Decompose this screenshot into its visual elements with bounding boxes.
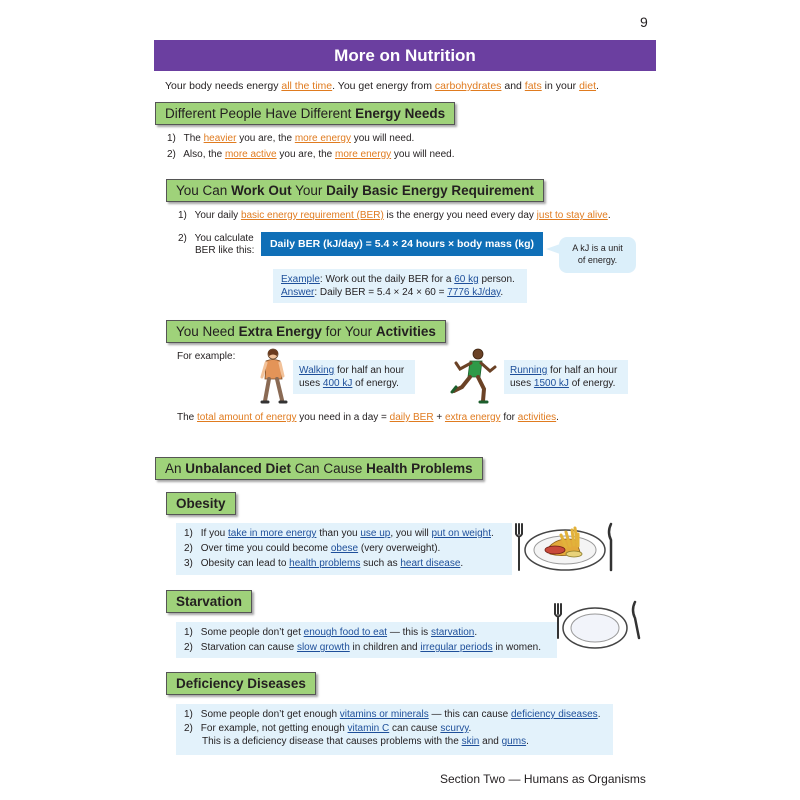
kj-note-bubble: A kJ is a unit of energy. bbox=[559, 237, 636, 273]
heading-unbalanced-diet: An Unbalanced Diet Can Cause Health Problems bbox=[155, 457, 483, 480]
total-energy-text: The total amount of energy you need in a day = daily BER + extra energy for activities. bbox=[177, 412, 559, 423]
list-item: 1) If you take in more energy than you use up, you will put on weight. bbox=[184, 528, 494, 539]
empty-plate-icon bbox=[548, 598, 648, 654]
page-number: 9 bbox=[640, 14, 648, 30]
full-plate-icon bbox=[508, 512, 623, 576]
walking-person-icon bbox=[255, 347, 291, 405]
list-item: 1) The heavier you are, the more energy you will need. bbox=[167, 133, 415, 144]
heading-obesity: Obesity bbox=[166, 492, 236, 515]
heading-daily-ber: You Can Work Out Your Daily Basic Energy Requirement bbox=[166, 179, 544, 202]
list-item: 2) Over time you could become obese (very overweight). bbox=[184, 543, 441, 554]
list-item: 1) Some people don’t get enough vitamins or minerals — this can cause deficiency diseases. bbox=[184, 709, 601, 720]
speech-bubble-tail bbox=[546, 244, 560, 254]
heading-starvation: Starvation bbox=[166, 590, 252, 613]
heading-energy-needs: Different People Have Different Energy Needs bbox=[155, 102, 455, 125]
ber-formula: Daily BER (kJ/day) = 5.4 × 24 hours × body mass (kg) bbox=[261, 232, 543, 256]
list-item: 2) You calculate BER like this: bbox=[178, 233, 255, 256]
walking-energy-box: Walking for half an hour uses 400 kJ of energy. bbox=[293, 360, 415, 394]
deficiency-panel bbox=[176, 704, 613, 755]
for-example-label: For example: bbox=[177, 351, 236, 362]
obesity-panel bbox=[176, 523, 512, 575]
running-energy-box: Running for half an hour uses 1500 kJ of energy. bbox=[504, 360, 628, 394]
list-item: 2) For example, not getting enough vitamin C can cause scurvy. bbox=[184, 723, 472, 734]
list-item: 1) Your daily basic energy requirement (BER) is the energy you need every day just to stay alive. bbox=[178, 210, 611, 221]
running-person-icon bbox=[450, 347, 500, 405]
heading-extra-energy: You Need Extra Energy for Your Activities bbox=[166, 320, 446, 343]
list-item: 3) Obesity can lead to health problems such as heart disease. bbox=[184, 558, 464, 569]
list-item: 2) Starvation can cause slow growth in children and irregular periods in women. bbox=[184, 642, 541, 653]
list-item: 2) Also, the more active you are, the more energy you will need. bbox=[167, 149, 455, 160]
example-box: Example: Work out the daily BER for a 60 kg person. Answer: Daily BER = 5.4 × 24 × 60 = 7776 kJ/day. bbox=[273, 269, 527, 303]
list-item: This is a deficiency disease that causes problems with the skin and gums. bbox=[202, 736, 529, 747]
starvation-panel bbox=[176, 622, 557, 658]
list-item: 1) Some people don’t get enough food to eat — this is starvation. bbox=[184, 627, 478, 638]
intro-text: Your body needs energy all the time. You get energy from carbohydrates and fats in your diet. bbox=[165, 80, 599, 92]
section-footer: Section Two — Humans as Organisms bbox=[440, 772, 646, 786]
page-title: More on Nutrition bbox=[154, 40, 656, 71]
heading-deficiency: Deficiency Diseases bbox=[166, 672, 316, 695]
